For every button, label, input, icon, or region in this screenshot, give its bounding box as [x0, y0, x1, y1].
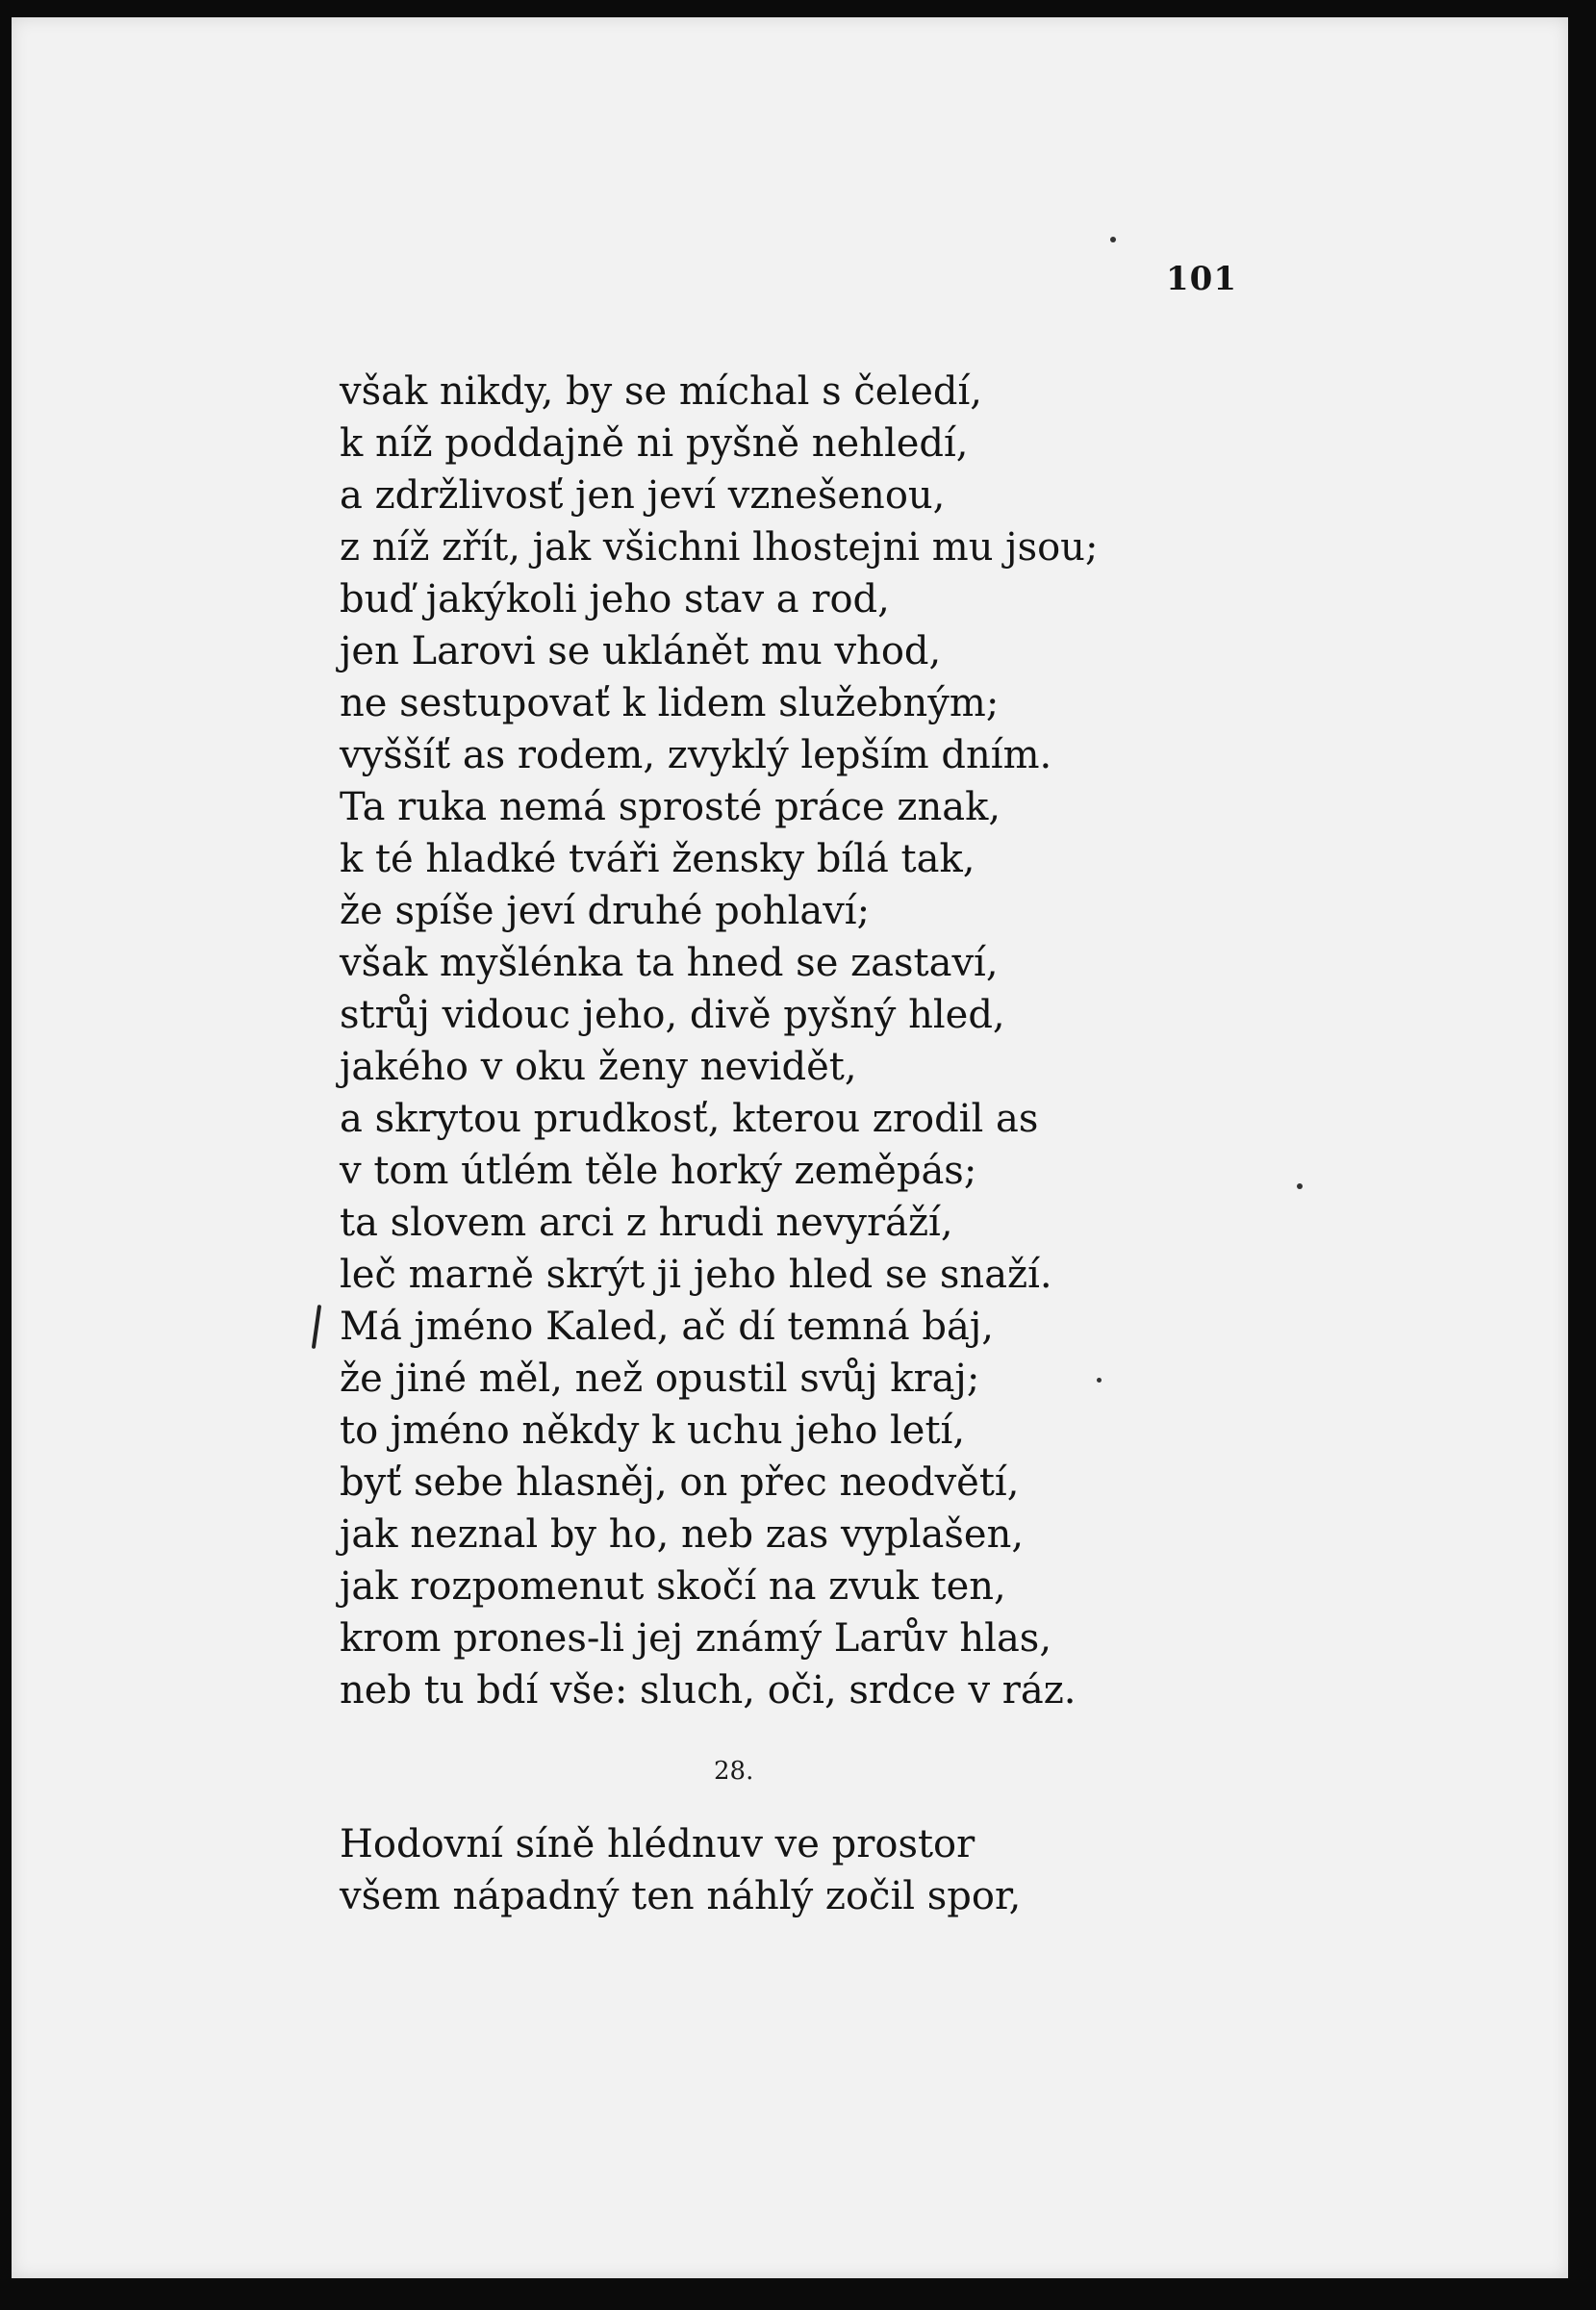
poem-line: v tom útlém těle horký zeměpás;: [340, 1149, 977, 1193]
poem-line: ne sestupovať k lidem služebným;: [340, 681, 1000, 725]
poem-line: a skrytou prudkosť, kterou zrodil as: [340, 1097, 1039, 1141]
poem-line: a zdržlivosť jen jeví vznešenou,: [340, 473, 946, 518]
poem-line: že spíše jeví druhé pohlaví;: [340, 889, 871, 933]
poem-line: z níž zřít, jak všichni lhostejni mu jsou;: [340, 525, 1099, 570]
ink-speck: [1110, 237, 1116, 242]
poem-line: byť sebe hlasněj, on přec neodvětí,: [340, 1460, 1020, 1505]
poem-line: však myšlénka ta hned se zastaví,: [340, 941, 999, 985]
poem-line: všem nápadný ten náhlý zočil spor,: [340, 1874, 1022, 1918]
poem-line: leč marně skrýt ji jeho hled se snaží.: [340, 1253, 1052, 1297]
poem-line: strůj vidouc jeho, divě pyšný hled,: [340, 993, 1005, 1037]
poem-line: ta slovem arci z hrudi nevyráží,: [340, 1201, 953, 1245]
poem-stanza: [340, 1818, 1021, 1922]
ink-speck: [1297, 1183, 1303, 1189]
poem-line: Hodovní síně hlédnuv ve prostor: [340, 1822, 975, 1866]
margin-pencil-mark: [312, 1305, 321, 1349]
poem-line: Má jméno Kaled, ač dí temná báj,: [340, 1305, 994, 1349]
poem-line: jen Larovi se uklánět mu vhod,: [340, 629, 942, 673]
book-page: [12, 17, 1568, 2278]
poem-line: k té hladké tváři žensky bílá tak,: [340, 837, 975, 881]
poem-line: vyššíť as rodem, zvyklý lepším dním.: [340, 733, 1052, 777]
ink-speck: [1097, 1378, 1102, 1383]
poem-line: buď jakýkoli jeho stav a rod,: [340, 577, 890, 622]
poem-line: neb tu bdí vše: sluch, oči, srdce v ráz.: [340, 1668, 1077, 1713]
poem-line: to jméno někdy k uchu jeho letí,: [340, 1409, 966, 1453]
poem-line: jakého v oku ženy nevidět,: [340, 1045, 857, 1089]
poem-line: k níž poddajně ni pyšně nehledí,: [340, 421, 969, 466]
page-number: 101: [1166, 260, 1237, 298]
poem-line: krom prones-li jej známý Larův hlas,: [340, 1616, 1052, 1661]
poem-line: Ta ruka nemá sprosté práce znak,: [340, 785, 1001, 829]
poem-line: že jiné měl, než opustil svůj kraj;: [340, 1357, 980, 1401]
poem-stanza: [340, 366, 1098, 1716]
poem-line: jak rozpomenut skočí na zvuk ten,: [340, 1564, 1006, 1609]
poem-line: jak neznal by ho, neb zas vyplašen,: [340, 1512, 1025, 1557]
poem-line: však nikdy, by se míchal s čeledí,: [340, 369, 983, 414]
section-number: 28.: [714, 1757, 754, 1786]
